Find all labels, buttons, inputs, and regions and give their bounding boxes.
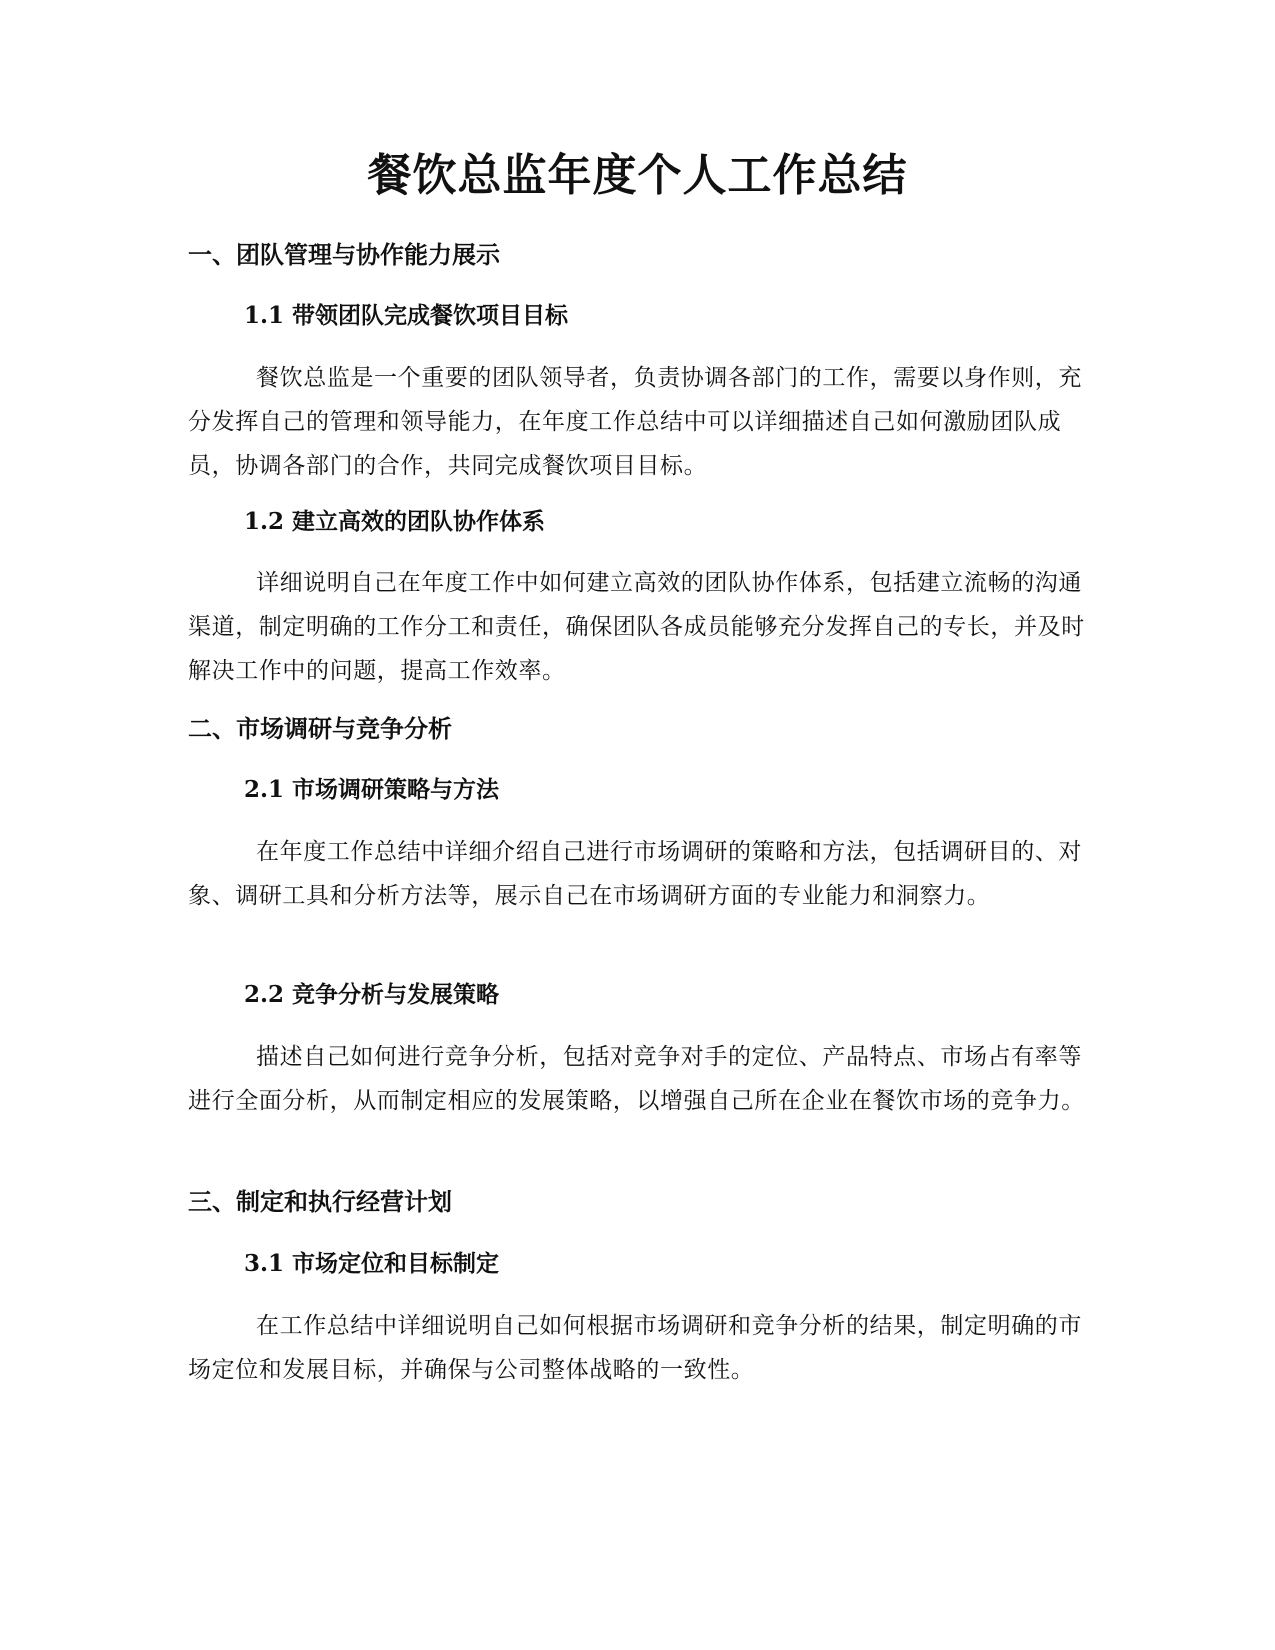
- section-heading-2: 二、市场调研与竞争分析: [188, 715, 452, 743]
- section-heading-3: 三、制定和执行经营计划: [188, 1188, 452, 1216]
- paragraph-2-1: 在年度工作总结中详细介绍自己进行市场调研的策略和方法，包括调研目的、对象、调研工具和分析方法等，展示自己在市场调研方面的专业能力和洞察力。: [188, 839, 1082, 909]
- subsection-heading-2-2: 2.2 竞争分析与发展策略: [244, 981, 500, 1008]
- paragraph-1-1: 餐饮总监是一个重要的团队领导者，负责协调各部门的工作，需要以身作则，充分发挥自己的管理和领导能力，在年度工作总结中可以详细描述自己如何激励团队成员，协调各部门的合作，共同完成餐饮项目目标。: [188, 365, 1082, 479]
- subsection-heading-3-1: 3.1 市场定位和目标制定: [244, 1250, 500, 1277]
- paragraph-3-1: 在工作总结中详细说明自己如何根据市场调研和竞争分析的结果，制定明确的市场定位和发展目标，并确保与公司整体战略的一致性。: [188, 1313, 1082, 1383]
- subsection-heading-1-1: 1.1 带领团队完成餐饮项目目标: [244, 302, 569, 329]
- subsection-heading-2-1: 2.1 市场调研策略与方法: [244, 776, 500, 803]
- paragraph-2-2: 描述自己如何进行竞争分析，包括对竞争对手的定位、产品特点、市场占有率等进行全面分析，从而制定相应的发展策略，以增强自己所在企业在餐饮市场的竞争力。: [188, 1044, 1085, 1114]
- paragraph-1-2: 详细说明自己在年度工作中如何建立高效的团队协作体系，包括建立流畅的沟通渠道，制定明确的工作分工和责任，确保团队各成员能够充分发挥自己的专长，并及时解决工作中的问题，提高工作效率。: [188, 570, 1085, 684]
- section-heading-1: 一、团队管理与协作能力展示: [188, 241, 500, 269]
- document-title: 餐饮总监年度个人工作总结: [367, 150, 908, 201]
- subsection-heading-1-2: 1.2 建立高效的团队协作体系: [244, 508, 546, 535]
